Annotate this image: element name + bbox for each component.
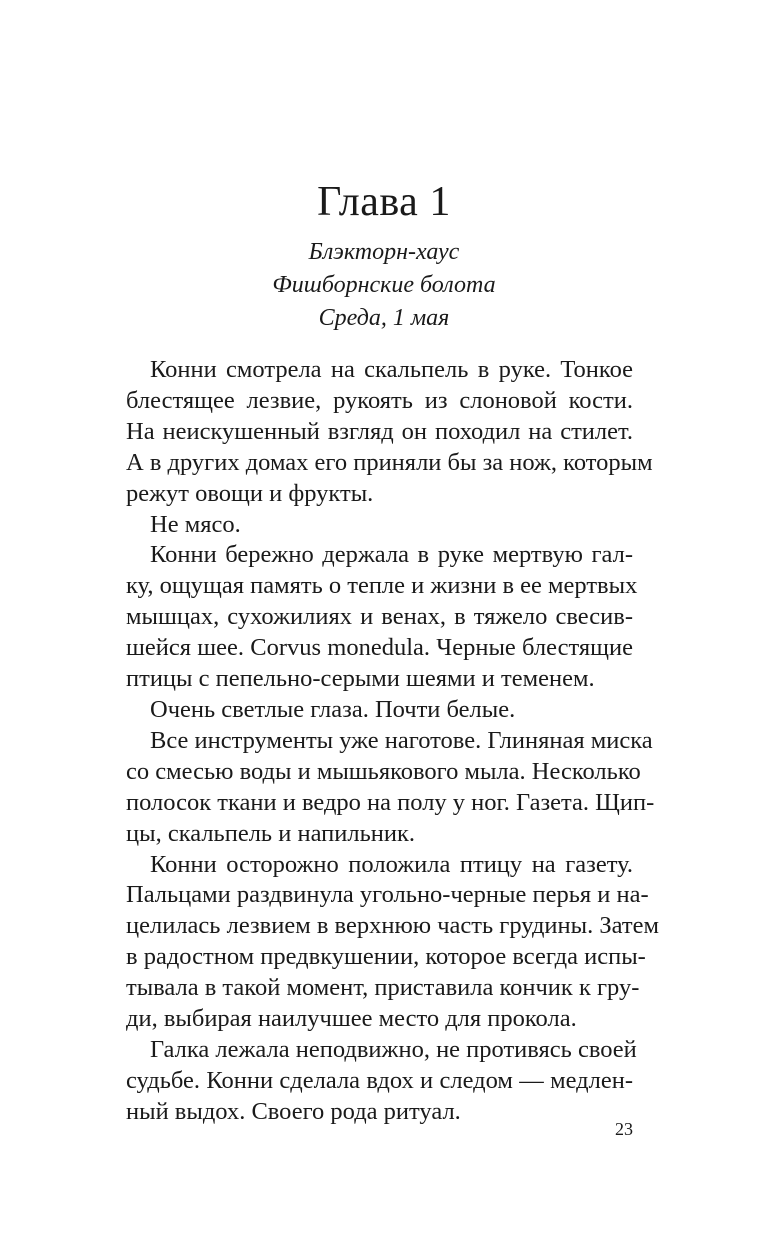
text-line: мышцах, сухожилиях и венах, в тяжело свесив-	[126, 603, 633, 631]
paragraph	[102, 510, 633, 541]
paragraph	[102, 1035, 637, 1128]
location-line: Фишборнские болота	[272, 272, 496, 298]
paragraph	[102, 726, 655, 850]
chapter-location-block	[0, 236, 768, 335]
text-line: судьбе. Конни сделала вдох и следом — медлен-	[126, 1066, 633, 1094]
text-line: блестящее лезвие, рукоять из слоновой кости.	[126, 386, 633, 414]
text-line: Галка лежала неподвижно, не противясь своей	[150, 1035, 637, 1063]
text-line: тывала в такой момент, приставила кончик к гру-	[126, 974, 640, 1002]
text-line: полосок ткани и ведро на полу у ног. Газета. Щип-	[126, 788, 655, 816]
paragraph	[102, 355, 653, 510]
text-line: ный выдох. Своего рода ритуал.	[126, 1097, 461, 1125]
chapter-title: Глава 1	[317, 179, 451, 225]
paragraph	[102, 540, 638, 695]
text-line: Конни бережно держала в руке мертвую гал-	[150, 541, 633, 569]
location-line: Блэкторн-хаус	[308, 239, 460, 265]
paragraph	[102, 695, 633, 726]
text-line: ку, ощущая память о тепле и жизни в ее мертвых	[126, 572, 638, 600]
date-line: Среда, 1 мая	[318, 305, 450, 331]
chapter-body	[102, 355, 659, 1128]
page-number: 23	[615, 1119, 633, 1139]
text-line: ди, выбирая наилучшее место для прокола.	[126, 1005, 577, 1033]
text-line: режут овощи и фрукты.	[126, 479, 374, 507]
text-line: в радостном предвкушении, которое всегда испы-	[126, 943, 646, 971]
paragraph	[102, 850, 659, 1035]
text-line: птицы с пепельно-серыми шеями и теменем.	[126, 665, 595, 693]
text-line: целилась лезвием в верхнюю часть грудины. Затем	[126, 912, 659, 940]
text-line: Пальцами раздвинула угольно-черные перья и на-	[126, 881, 649, 909]
text-line: шейся шее. Corvus monedula. Черные блестящие	[126, 634, 633, 662]
text-line: Все инструменты уже наготове. Глиняная миска	[150, 726, 653, 754]
text-line: Очень светлые глаза. Почти белые.	[150, 695, 516, 723]
text-line: Конни смотрела на скальпель в руке. Тонкое	[150, 356, 633, 383]
text-line: Не мясо.	[150, 510, 241, 538]
text-line: цы, скальпель и напильник.	[126, 819, 415, 847]
text-line: На неискушенный взгляд он походил на стилет.	[126, 417, 633, 445]
text-line: со смесью воды и мышьякового мыла. Несколько	[126, 757, 641, 785]
text-line: Конни осторожно положила птицу на газету.	[150, 850, 633, 878]
text-line: А в других домах его приняли бы за нож, которым	[126, 448, 653, 476]
